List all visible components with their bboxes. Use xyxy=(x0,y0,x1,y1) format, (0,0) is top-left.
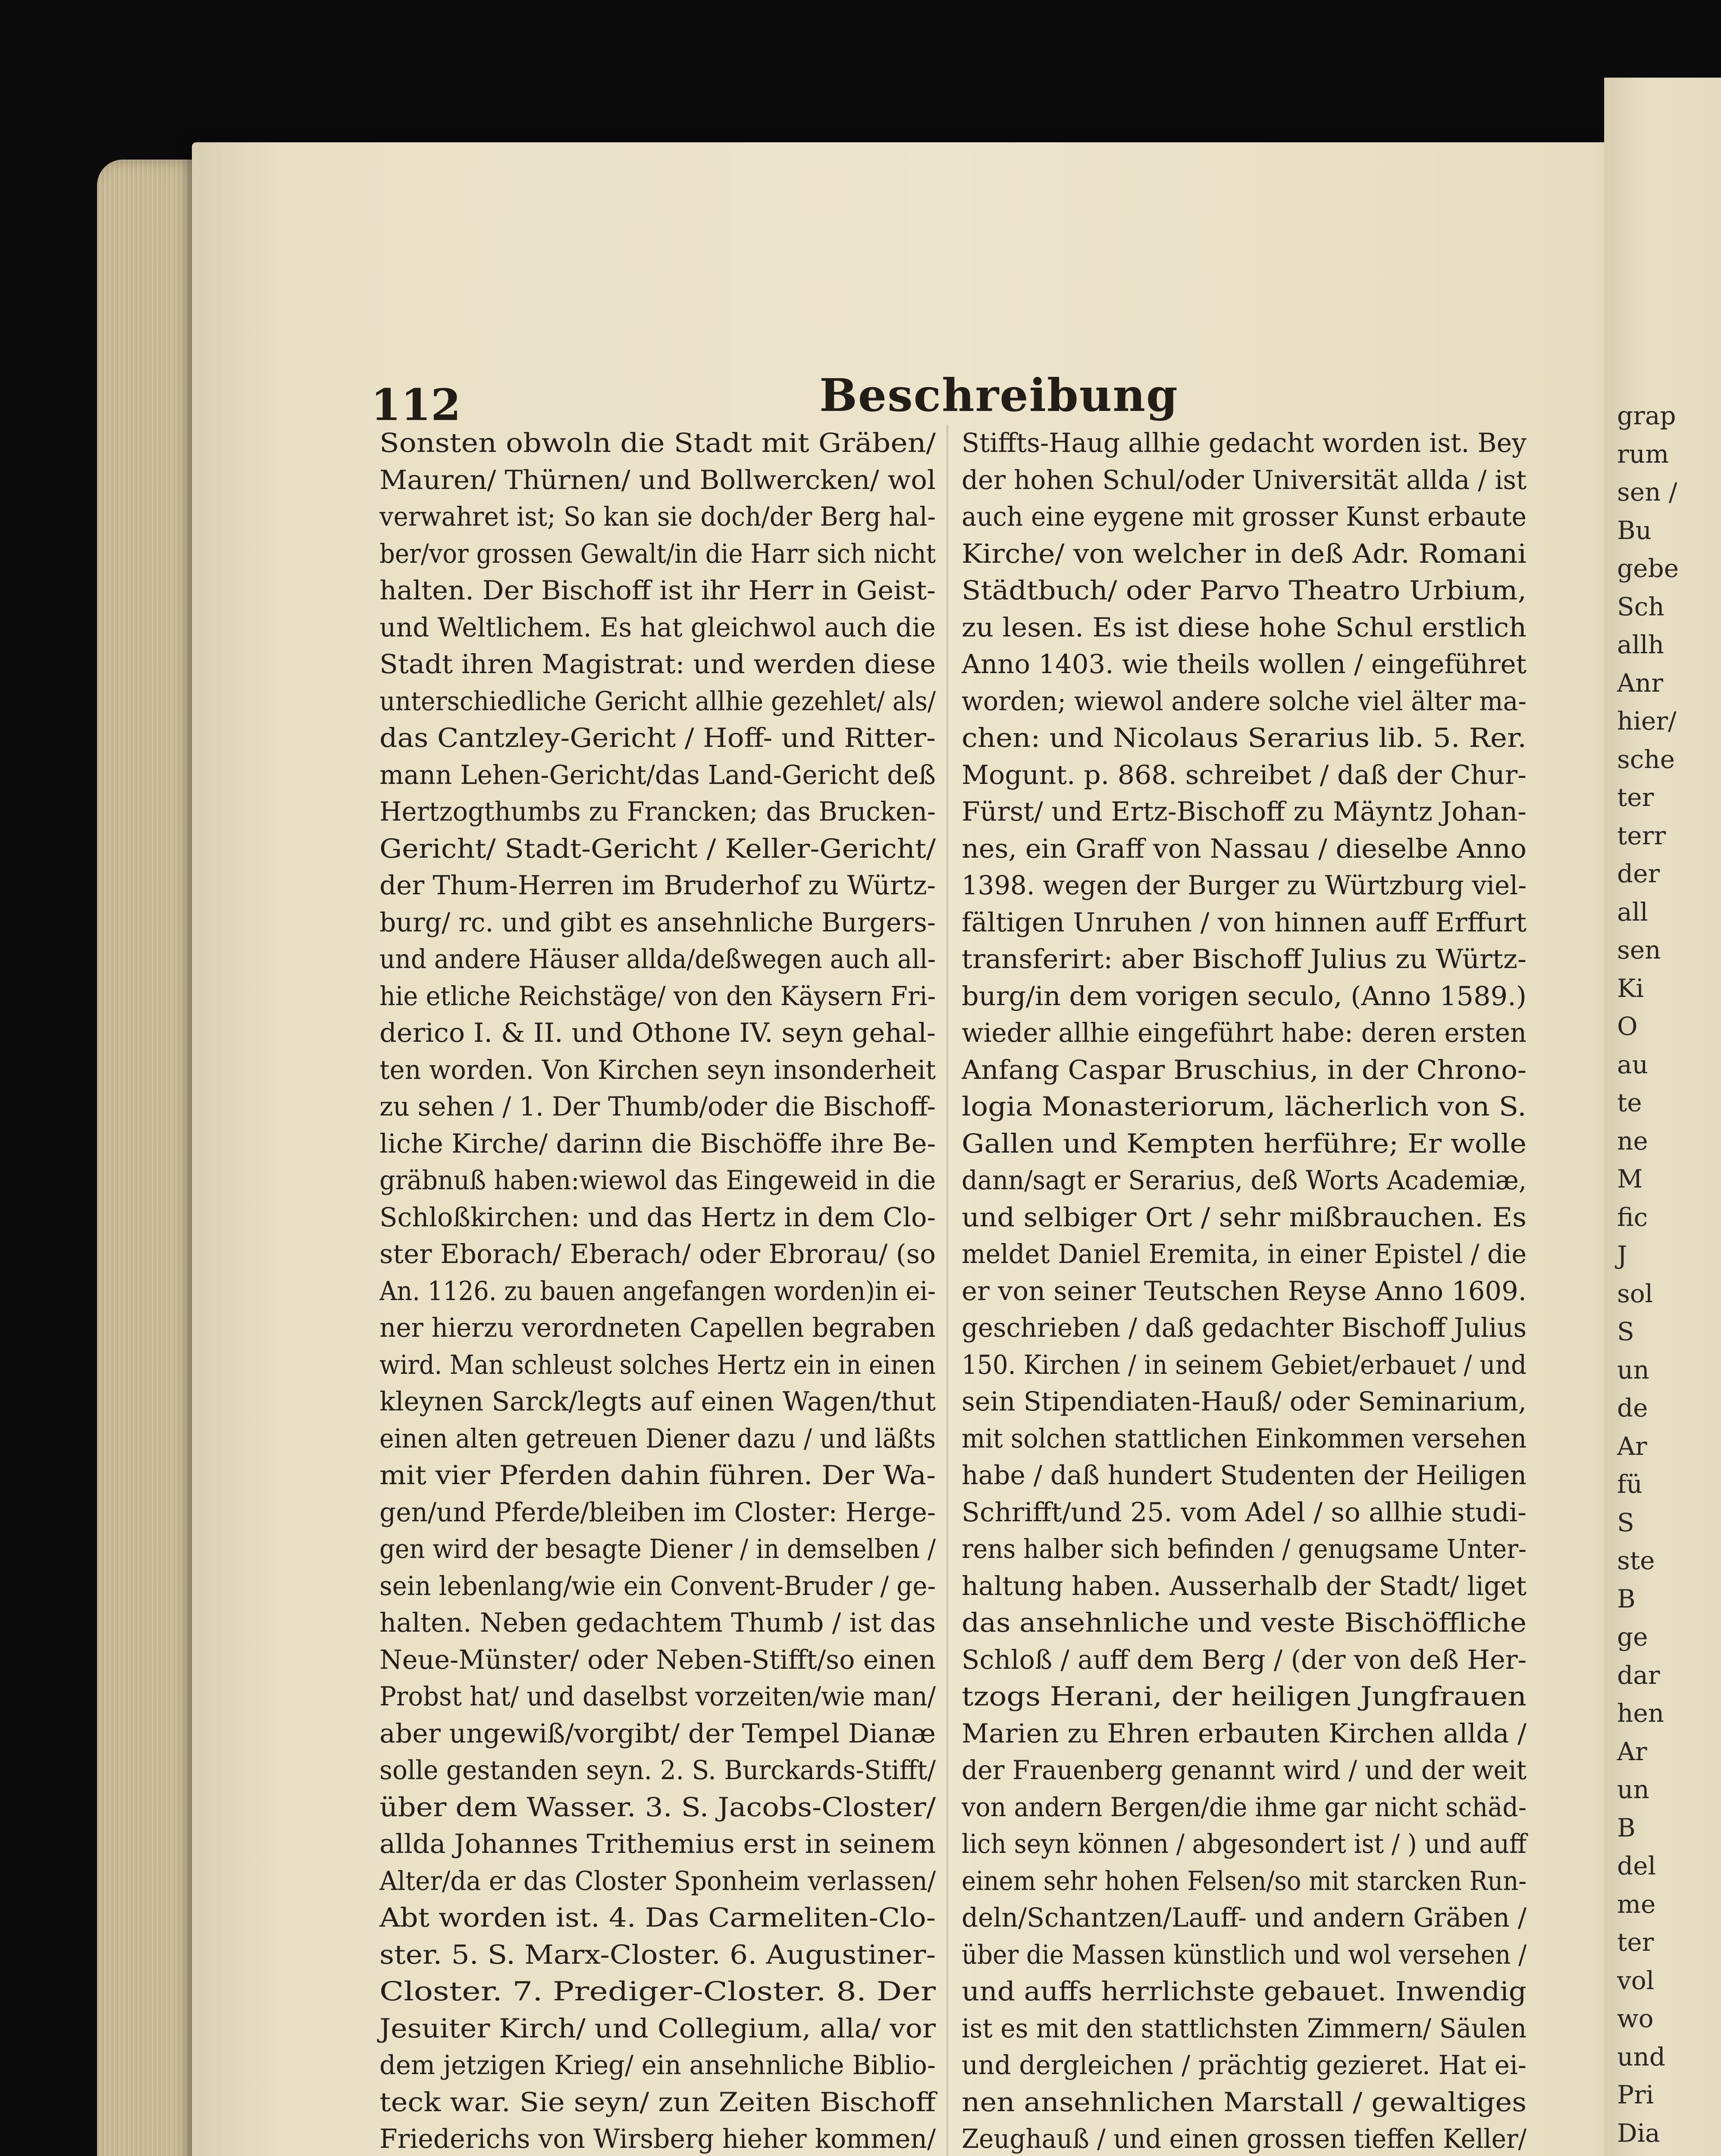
text-line: und auffs herrlichste gebauet. Inwendig xyxy=(962,1976,1527,2007)
text-line: fältigen Unruhen / von hinnen auff Erffurt xyxy=(962,907,1527,938)
text-line: dem jetzigen Krieg/ ein ansehnliche Biblio- xyxy=(379,2050,936,2081)
text-line: sol xyxy=(1617,1279,1653,1308)
text-line: der hohen Schul/oder Universität allda / ist xyxy=(962,464,1527,495)
text-line: Alter/da er das Closter Sponheim verlassen/ xyxy=(379,1865,936,1896)
text-line: ster. 5. S. Marx-Closter. 6. Augustiner- xyxy=(379,1939,936,1970)
text-line: An. 1126. zu bauen angefangen worden)in ei- xyxy=(379,1275,936,1307)
text-line: mann Lehen-Gericht/das Land-Gericht deß xyxy=(379,759,936,790)
text-line: sen / xyxy=(1617,477,1677,507)
text-line: habe / daß hundert Studenten der Heiligen xyxy=(962,1460,1527,1491)
text-line: Abt worden ist. 4. Das Carmeliten-Clo- xyxy=(379,1902,936,1933)
text-line: Anr xyxy=(1617,668,1663,698)
text-line: Stiffts-Haug allhie gedacht worden ist. Bey xyxy=(962,428,1527,458)
text-line: ter xyxy=(1617,1927,1654,1957)
text-line: un xyxy=(1617,1775,1649,1804)
text-line: Städtbuch/ oder Parvo Theatro Urbium, xyxy=(962,575,1527,606)
facing-page xyxy=(1604,78,1721,2156)
text-line: Ar xyxy=(1617,1431,1647,1461)
text-line: gräbnuß haben:wiewol das Eingeweid in die xyxy=(379,1165,936,1196)
text-line: kleynen Sarck/legts auf einen Wagen/thut xyxy=(379,1386,936,1417)
text-line: Friederichs von Wirsberg hieher kommen/ xyxy=(379,2124,936,2154)
text-line: lich seyn können / abgesondert ist / ) und auff xyxy=(962,1829,1527,1859)
text-line: burg/in dem vorigen seculo, (Anno 1589.) xyxy=(962,981,1527,1012)
text-line: der Frauenberg genannt wird / und der weit xyxy=(962,1755,1527,1786)
text-line: wieder allhie eingeführt habe: deren ersten xyxy=(962,1018,1527,1048)
text-line: Sch xyxy=(1617,592,1665,621)
text-line: halten. Der Bischoff ist ihr Herr in Geist- xyxy=(379,575,936,606)
text-line: Zeughauß / und einen grossen tieffen Keller/ xyxy=(962,2124,1527,2154)
text-line: einem sehr hohen Felsen/so mit starcken Run- xyxy=(962,1865,1527,1896)
text-line: nen ansehnlichen Marstall / gewaltiges xyxy=(962,2087,1527,2118)
facing-page-column xyxy=(1617,397,1721,2156)
text-line: und dergleichen / prächtig gezieret. Hat ei- xyxy=(962,2050,1527,2081)
text-line: hier/ xyxy=(1617,706,1677,736)
text-line: dar xyxy=(1617,1660,1660,1690)
text-line: ne xyxy=(1617,1126,1648,1156)
text-line: fic xyxy=(1617,1202,1648,1232)
text-line: das Cantzley-Gericht / Hoff- und Ritter- xyxy=(379,723,936,753)
text-line: nes, ein Graff von Nassau / dieselbe Anno xyxy=(962,833,1527,864)
text-line: sche xyxy=(1617,744,1675,774)
text-line: Schrifft/und 25. vom Adel / so allhie studi- xyxy=(962,1497,1527,1528)
text-line: über dem Wasser. 3. S. Jacobs-Closter/ xyxy=(379,1792,936,1823)
text-line: burg/ rc. und gibt es ansehnliche Burgers- xyxy=(379,907,936,938)
text-line: hie etliche Reichstäge/ von den Käysern Fri- xyxy=(379,981,936,1012)
text-line: ten worden. Von Kirchen seyn insonderheit xyxy=(379,1054,936,1085)
text-line: ist es mit den stattlichsten Zimmern/ Säulen xyxy=(962,2013,1527,2044)
text-line: sein lebenlang/wie ein Convent-Bruder / ge- xyxy=(379,1570,936,1601)
text-line: S xyxy=(1617,1507,1634,1537)
text-line: Sonsten obwoln die Stadt mit Gräben/ xyxy=(379,428,936,458)
text-line: sein Stipendiaten-Hauß/ oder Seminarium, xyxy=(962,1386,1527,1417)
text-line: gen wird der besagte Diener / in demselben / xyxy=(379,1534,936,1564)
text-line: dann/sagt er Serarius, deß Worts Academiæ, xyxy=(962,1165,1527,1196)
text-line: Stadt ihren Magistrat: und werden diese xyxy=(379,649,936,680)
text-line: M xyxy=(1617,1164,1643,1194)
text-line: haltung haben. Ausserhalb der Stadt/ liget xyxy=(962,1570,1527,1601)
text-line: rum xyxy=(1617,439,1669,469)
text-line: ber/vor grossen Gewalt/in die Harr sich nicht xyxy=(379,538,936,569)
text-line: tzogs Herani, der heiligen Jungfrauen xyxy=(962,1681,1527,1712)
text-line: Anno 1403. wie theils wollen / eingeführet xyxy=(962,649,1527,680)
text-line: wo xyxy=(1617,2004,1654,2033)
text-line: deln/Schantzen/Lauff- und andern Gräben / xyxy=(962,1902,1527,1933)
text-line: Dia xyxy=(1617,2118,1660,2148)
text-line: das ansehnliche und veste Bischöffliche xyxy=(962,1608,1527,1638)
running-head: Beschreibung xyxy=(819,369,1179,422)
text-line: Anfang Caspar Bruschius, in der Chrono- xyxy=(962,1054,1527,1085)
text-line: 1398. wegen der Burger zu Würtzburg viel- xyxy=(962,870,1527,901)
text-line: der Thum-Herren im Bruderhof zu Würtz- xyxy=(379,870,936,901)
text-line: Marien zu Ehren erbauten Kirchen allda / xyxy=(962,1718,1527,1749)
text-line: Schloß / auff dem Berg / (der von deß Her- xyxy=(962,1644,1527,1675)
text-line: derico I. & II. und Othone IV. seyn gehal- xyxy=(379,1018,936,1048)
text-line xyxy=(1617,2152,1721,2156)
text-line: von andern Bergen/die ihme gar nicht schäd- xyxy=(962,1792,1527,1823)
text-line: verwahret ist; So kan sie doch/der Berg hal- xyxy=(379,501,936,532)
text-line: un xyxy=(1617,1355,1649,1385)
text-line: aber ungewiß/vorgibt/ der Tempel Dianæ xyxy=(379,1718,936,1749)
text-line: allh xyxy=(1617,630,1665,659)
text-line: hen xyxy=(1617,1698,1665,1728)
text-line: gebe xyxy=(1617,554,1679,583)
text-line: und Weltlichem. Es hat gleichwol auch die xyxy=(379,612,936,643)
text-line: geschrieben / daß gedachter Bischoff Julius xyxy=(962,1313,1527,1343)
text-line: de xyxy=(1617,1393,1648,1423)
left-text-column xyxy=(379,425,944,2156)
page-edges xyxy=(97,160,201,2156)
text-line: Gallen und Kempten herführe; Er wolle xyxy=(962,1128,1527,1159)
text-line: all xyxy=(1617,897,1648,927)
text-line: gen/und Pferde/bleiben im Closter: Herge- xyxy=(379,1497,936,1528)
text-line: zu lesen. Es ist diese hohe Schul erstlich xyxy=(962,612,1527,643)
text-line: mit solchen stattlichen Einkommen versehen xyxy=(962,1423,1527,1454)
text-line: Jesuiter Kirch/ und Collegium, alla/ vor xyxy=(379,2013,936,2044)
text-line: Fürst/ und Ertz-Bischoff zu Mäyntz Johan- xyxy=(962,796,1527,827)
text-line: Mauren/ Thürnen/ und Bollwercken/ wol xyxy=(379,464,936,495)
text-line: transferirt: aber Bischoff Julius zu Würtz- xyxy=(962,944,1527,975)
text-line: del xyxy=(1617,1851,1656,1880)
text-line: ste xyxy=(1617,1546,1655,1575)
text-line: Bu xyxy=(1617,515,1652,545)
text-line: über die Massen künstlich und wol versehen / xyxy=(962,1939,1527,1970)
text-line: er von seiner Teutschen Reyse Anno 1609. xyxy=(962,1275,1527,1307)
text-line: terr xyxy=(1617,821,1666,850)
text-line: me xyxy=(1617,1889,1656,1919)
page-number: 112 xyxy=(371,379,461,430)
right-text-column xyxy=(962,425,1535,2156)
text-line: grap xyxy=(1617,401,1676,430)
text-line: J xyxy=(1617,1241,1627,1270)
text-line: O xyxy=(1617,1012,1638,1041)
text-line: rens halber sich befinden / genugsame Unter- xyxy=(962,1534,1527,1564)
text-line: liche Kirche/ darinn die Bischöffe ihre Be- xyxy=(379,1128,936,1159)
text-line: unterschiedliche Gericht allhie gezehlet/ als/ xyxy=(379,686,936,717)
text-line: Hertzogthumbs zu Francken; das Brucken- xyxy=(379,796,936,827)
text-line: halten. Neben gedachtem Thumb / ist das xyxy=(379,1608,936,1638)
text-line: 150. Kirchen / in seinem Gebiet/erbauet / und xyxy=(962,1349,1527,1380)
text-line: Neue-Münster/ oder Neben-Stifft/so einen xyxy=(379,1644,936,1675)
text-line: und xyxy=(1617,2042,1665,2071)
text-line: Mogunt. p. 868. schreibet / daß der Chur- xyxy=(962,759,1527,790)
text-line: logia Monasteriorum, lächerlich von S. xyxy=(962,1091,1527,1122)
text-line: und andere Häuser allda/deßwegen auch all- xyxy=(379,944,936,975)
text-line: Ar xyxy=(1617,1736,1647,1766)
text-line: B xyxy=(1617,1584,1636,1614)
text-line: worden; wiewol andere solche viel älter ma- xyxy=(962,686,1527,717)
text-line: ner hierzu verordneten Capellen begraben xyxy=(379,1313,936,1343)
text-line: einen alten getreuen Diener dazu / und läßts xyxy=(379,1423,936,1454)
text-line: Ki xyxy=(1617,973,1644,1003)
text-line: ter xyxy=(1617,783,1654,812)
text-line: sen xyxy=(1617,935,1661,965)
text-line: vol xyxy=(1617,1965,1655,1995)
text-line: chen: und Nicolaus Serarius lib. 5. Rer. xyxy=(962,723,1527,753)
text-line: ster Eborach/ Eberach/ oder Ebrorau/ (so xyxy=(379,1239,936,1269)
text-line: wird. Man schleust solches Hertz ein in einen xyxy=(379,1349,936,1380)
text-line: mit vier Pferden dahin führen. Der Wa- xyxy=(379,1460,936,1491)
text-line: solle gestanden seyn. 2. S. Burckards-Stifft/ xyxy=(379,1755,936,1786)
text-line: Probst hat/ und daselbst vorzeiten/wie man/ xyxy=(379,1681,936,1712)
text-line: auch eine eygene mit grosser Kunst erbaute xyxy=(962,501,1527,532)
text-line: Gericht/ Stadt-Gericht / Keller-Gericht/ xyxy=(379,833,936,864)
text-line: S xyxy=(1617,1317,1634,1346)
text-line: ge xyxy=(1617,1622,1648,1651)
text-line: fü xyxy=(1617,1470,1643,1499)
text-line: teck war. Sie seyn/ zun Zeiten Bischoff xyxy=(379,2087,936,2118)
text-line: zu sehen / 1. Der Thumb/oder die Bischoff- xyxy=(379,1091,936,1122)
text-line: B xyxy=(1617,1813,1636,1843)
text-line: Pri xyxy=(1617,2080,1654,2109)
text-line: meldet Daniel Eremita, in einer Epistel / die xyxy=(962,1239,1527,1269)
column-divider xyxy=(947,425,948,2156)
text-line: der xyxy=(1617,859,1660,888)
text-line: und selbiger Ort / sehr mißbrauchen. Es xyxy=(962,1202,1527,1233)
text-line: Closter. 7. Prediger-Closter. 8. Der xyxy=(379,1976,936,2007)
text-line: allda Johannes Trithemius erst in seinem xyxy=(379,1829,936,1859)
text-line: Kirche/ von welcher in deß Adr. Romani xyxy=(962,538,1527,569)
text-line: te xyxy=(1617,1088,1642,1117)
text-line: Schloßkirchen: und das Hertz in dem Clo- xyxy=(379,1202,936,1233)
text-line: au xyxy=(1617,1050,1648,1079)
